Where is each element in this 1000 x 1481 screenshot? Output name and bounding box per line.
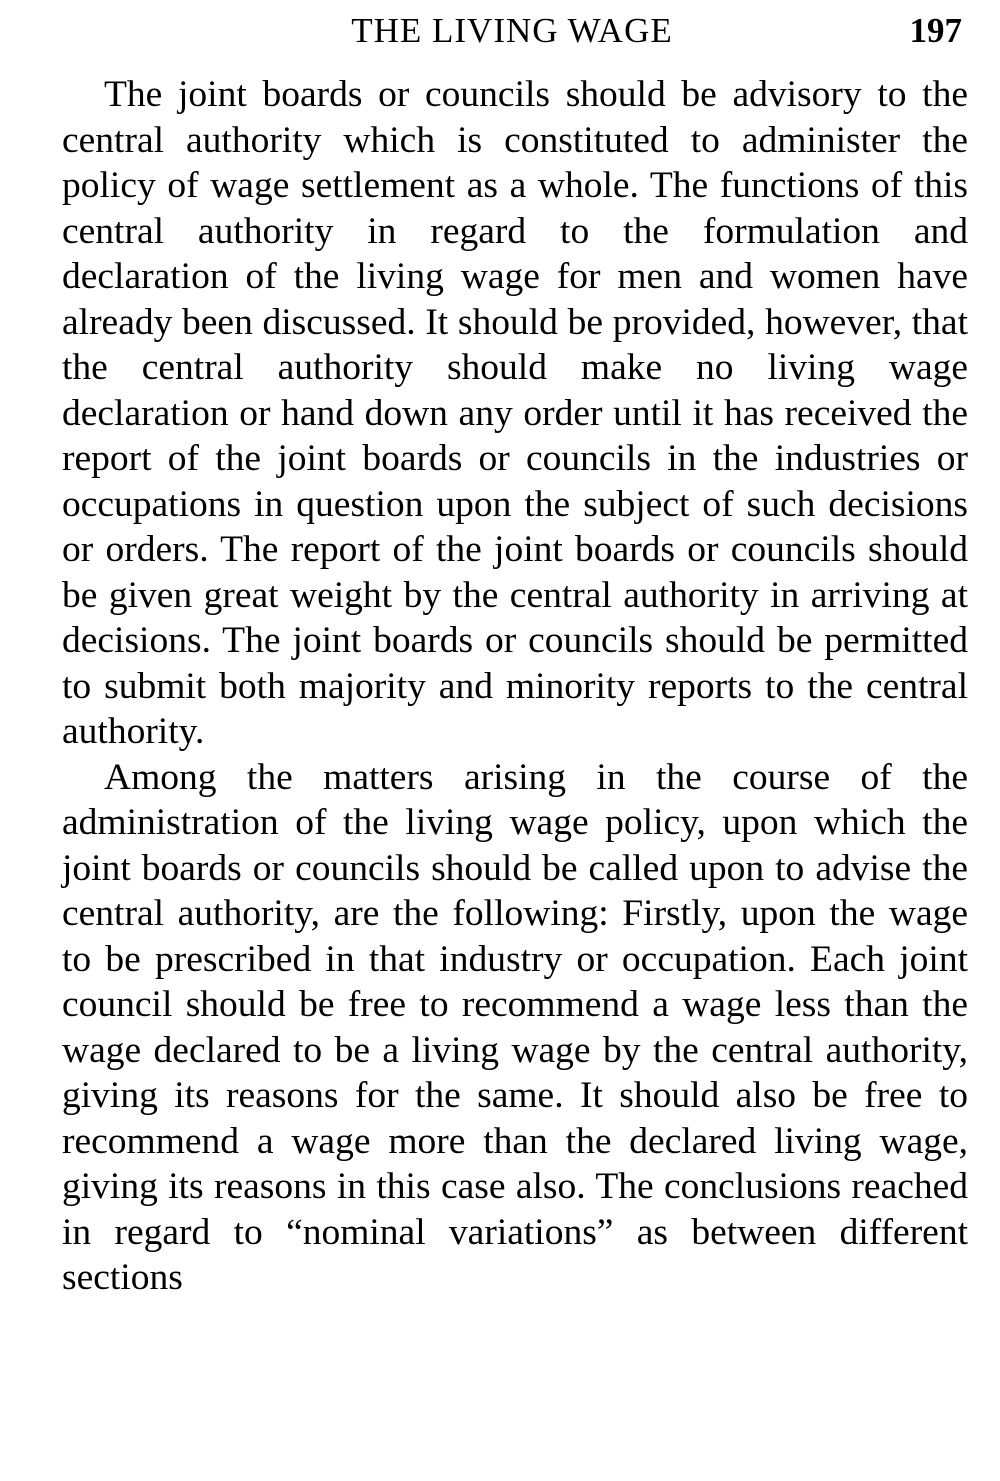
paragraph-1: The joint boards or councils should be advisory to the central authority which is constituted to administer the policy of wage settlement as a whole. The functions of this central authority in regard to the formulation and declaration of the living wage for men and women have already been discussed. It should be provided, however, that the central authority should make no living wage declaration or hand down any order until it has received the report of the joint boards or councils in the industries or occupations in question upon the subject of such decisions or orders. The report of the joint boards or councils should be given great weight by the central authority in arriving at decisions. The joint boards or councils should be permitted to submit both majority and minority reports to the central authority.: [62, 74, 968, 752]
body-text: [62, 72, 968, 1301]
running-head: [62, 6, 962, 56]
page-number: 197: [909, 11, 962, 50]
paragraph-2: Among the matters arising in the course of the administration of the living wage policy, upon which the joint boards or councils should be called upon to advise the central authority, are the following: Firstly, upon the wage to be prescribed in that industry or occupation. Each joint council should be free to recommend a wage less than the wage declared to be a living wage by the central authority, giving its reasons for the same. It should also be free to recommend a wage more than the declared living wage, giving its reasons in this case also. The conclusions reached in regard to “nominal variations” as between different sections: [62, 756, 968, 1298]
running-title: THE LIVING WAGE: [351, 11, 673, 50]
